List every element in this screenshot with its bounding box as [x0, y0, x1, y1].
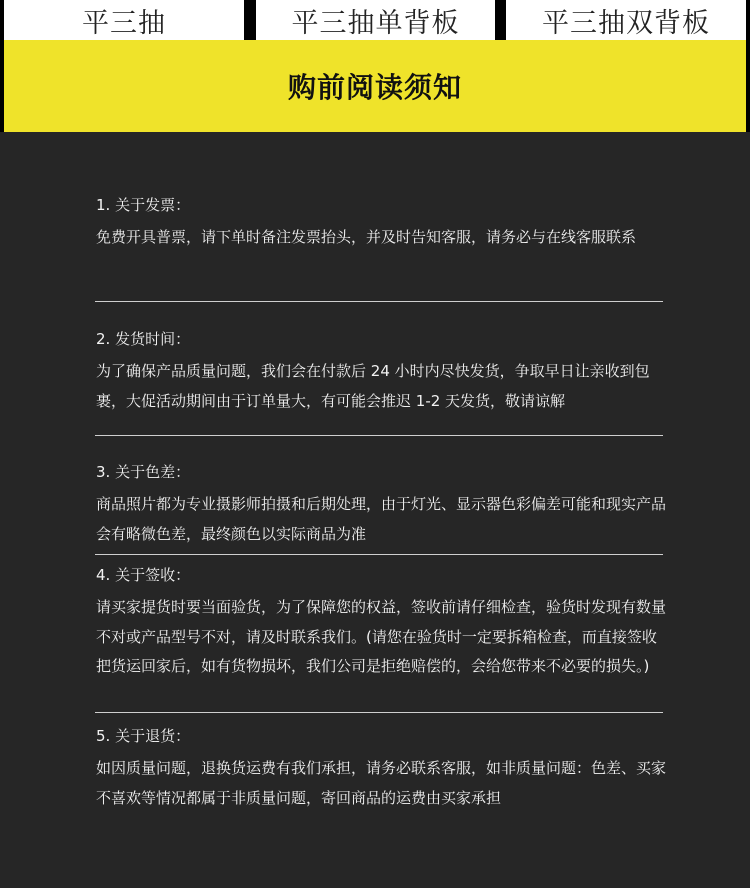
- divider: [95, 712, 663, 713]
- tab-bar: [0, 0, 750, 40]
- tab-pingsanchou-single-backboard[interactable]: 平三抽单背板: [256, 0, 495, 40]
- section-body: 如因质量问题，退换货运费有我们承担，请务必联系客服，如非质量问题：色差、买家不喜欢等情况都属于非质量问题，寄回商品的运费由买家承担: [96, 759, 667, 807]
- tab-pingsanchou[interactable]: 平三抽: [4, 0, 244, 40]
- section-color-difference: [96, 461, 668, 549]
- section-title: 1. 关于发票：: [96, 196, 191, 214]
- divider: [95, 554, 663, 555]
- section-body: 免费开具普票，请下单时备注发票抬头，并及时告知客服，请务必与在线客服联系: [96, 228, 637, 246]
- section-body: 商品照片都为专业摄影师拍摄和后期处理，由于灯光、显示器色彩偏差可能和现实产品会有略微色差，最终颜色以实际商品为准: [96, 495, 667, 543]
- section-receipt: [96, 564, 668, 682]
- section-title: 5. 关于退货：: [96, 727, 191, 745]
- section-body: 请买家提货时要当面验货，为了保障您的权益，签收前请仔细检查，验货时发现有数量不对或产品型号不对，请及时联系我们。(请您在验货时一定要拆箱检查，而直接签收把货运回家后，如有货物损坏，我们公司是拒绝赔偿的，会给您带来不必要的损失。): [96, 598, 667, 675]
- notice-content: [0, 132, 750, 888]
- banner-title: 购前阅读须知: [287, 71, 462, 104]
- tab-pingsanchou-double-backboard[interactable]: 平三抽双背板: [506, 0, 746, 40]
- section-shipping: [96, 328, 668, 416]
- section-title: 2. 发货时间：: [96, 330, 191, 348]
- section-title: 3. 关于色差：: [96, 463, 191, 481]
- section-body: 为了确保产品质量问题，我们会在付款后 24 小时内尽快发货，争取早日让亲收到包裹，大促活动期间由于订单量大，有可能会推迟 1-2 天发货，敬请谅解: [96, 362, 650, 410]
- divider: [95, 301, 663, 302]
- section-returns: [96, 725, 668, 813]
- divider: [95, 435, 663, 436]
- section-title: 4. 关于签收：: [96, 566, 191, 584]
- notice-banner: [4, 40, 746, 132]
- section-invoice: [96, 194, 668, 253]
